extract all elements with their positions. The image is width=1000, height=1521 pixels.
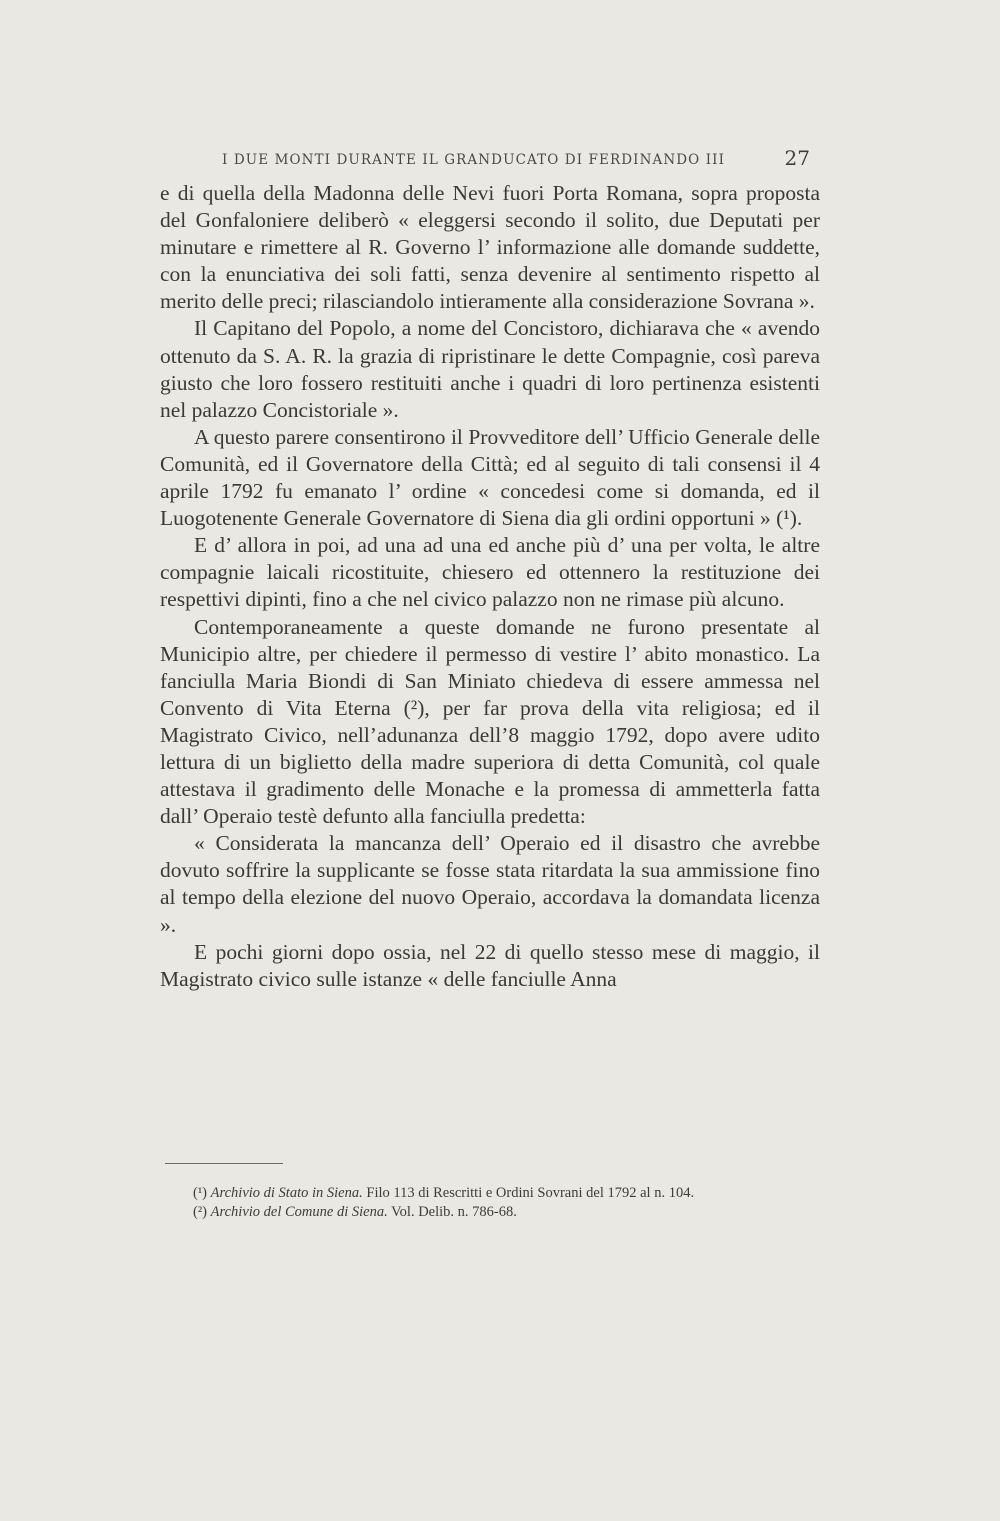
- footnote-source: Archivio del Comune di Siena.: [210, 1204, 388, 1220]
- footnote-1: [165, 1184, 820, 1203]
- footnote-source: Archivio di Stato in Siena.: [210, 1185, 363, 1201]
- page-number: 27: [784, 146, 810, 170]
- paragraph: « Considerata la mancanza dell’ Operaio ed il disastro che avrebbe dovuto soffrire la supplicante se fosse stata ritardata la sua ammissione fino al tempo della elezione del nuovo Operaio, accordava la domandata licenza ».: [160, 831, 820, 937]
- footnote-separator: [165, 1163, 283, 1164]
- paragraph: e di quella della Madonna delle Nevi fuori Porta Romana, sopra proposta del Gonfaloniere deliberò « eleggersi secondo il solito, due Deputati per minutare e rimettere al R. Governo l’ informazione alle domande suddette, con la enunciativa dei soli fatti, senza devenire al sentimento rispetto al merito delle preci; rilasciandolo intieramente alla considerazione Sovrana ».: [160, 181, 820, 314]
- paragraph: Contemporaneamente a queste domande ne furono presentate al Municipio altre, per chiedere il permesso di vestire l’ abito monastico. La fanciulla Maria Biondi di San Miniato chiedeva di essere ammessa nel Convento di Vita Eterna (²), per far prova della vita religiosa; ed il Magistrato Civico, nell’adunanza dell’8 maggio 1792, dopo avere udito lettura di un biglietto della madre superiora di detta Comunità, col quale attestava il gradimento delle Monache e la promessa di ammetterla fatta dall’ Operaio testè defunto alla fanciulla predetta:: [160, 614, 820, 829]
- footnotes: [165, 1184, 820, 1222]
- paragraph: A questo parere consentirono il Provveditore dell’ Ufficio Generale delle Comunità, ed il Governatore della Città; ed al seguito di tali consensi il 4 aprile 1792 fu emanato l’ ordine « concedesi come si domanda, ed il Luogotenente Generale Governatore di Siena dia gli ordini opportuni » (¹).: [160, 424, 820, 531]
- paragraph: Il Capitano del Popolo, a nome del Concistoro, dichiarava che « avendo ottenuto da S. A. R. la grazia di ripristinare le dette Compagnie, così pareva giusto che loro fossero restituiti anche i quadri di loro pertinenza esistenti nel palazzo Concistoriale ».: [160, 316, 820, 422]
- paragraph: E pochi giorni dopo ossia, nel 22 di quello stesso mese di maggio, il Magistrato civico sulle istanze « delle fanciulle Anna: [160, 939, 820, 991]
- footnote-mark: (¹): [193, 1185, 208, 1201]
- running-title: I DUE MONTI DURANTE IL GRANDUCATO DI FERDINANDO III: [222, 152, 726, 168]
- running-head: [160, 146, 820, 170]
- body-text: [160, 180, 820, 993]
- footnote-mark: (²): [193, 1204, 208, 1220]
- footnote-text: Filo 113 di Rescritti e Ordini Sovrani del 1792 al n. 104.: [366, 1185, 695, 1201]
- footnote-2: [165, 1203, 820, 1222]
- footnote-text: Vol. Delib. n. 786-68.: [391, 1204, 517, 1220]
- paragraph: E d’ allora in poi, ad una ad una ed anche più d’ una per volta, le altre compagnie laicali ricostituite, chiesero ed ottennero la restituzione dei respettivi dipinti, fino a che nel civico palazzo non ne rimase più alcuno.: [160, 533, 820, 612]
